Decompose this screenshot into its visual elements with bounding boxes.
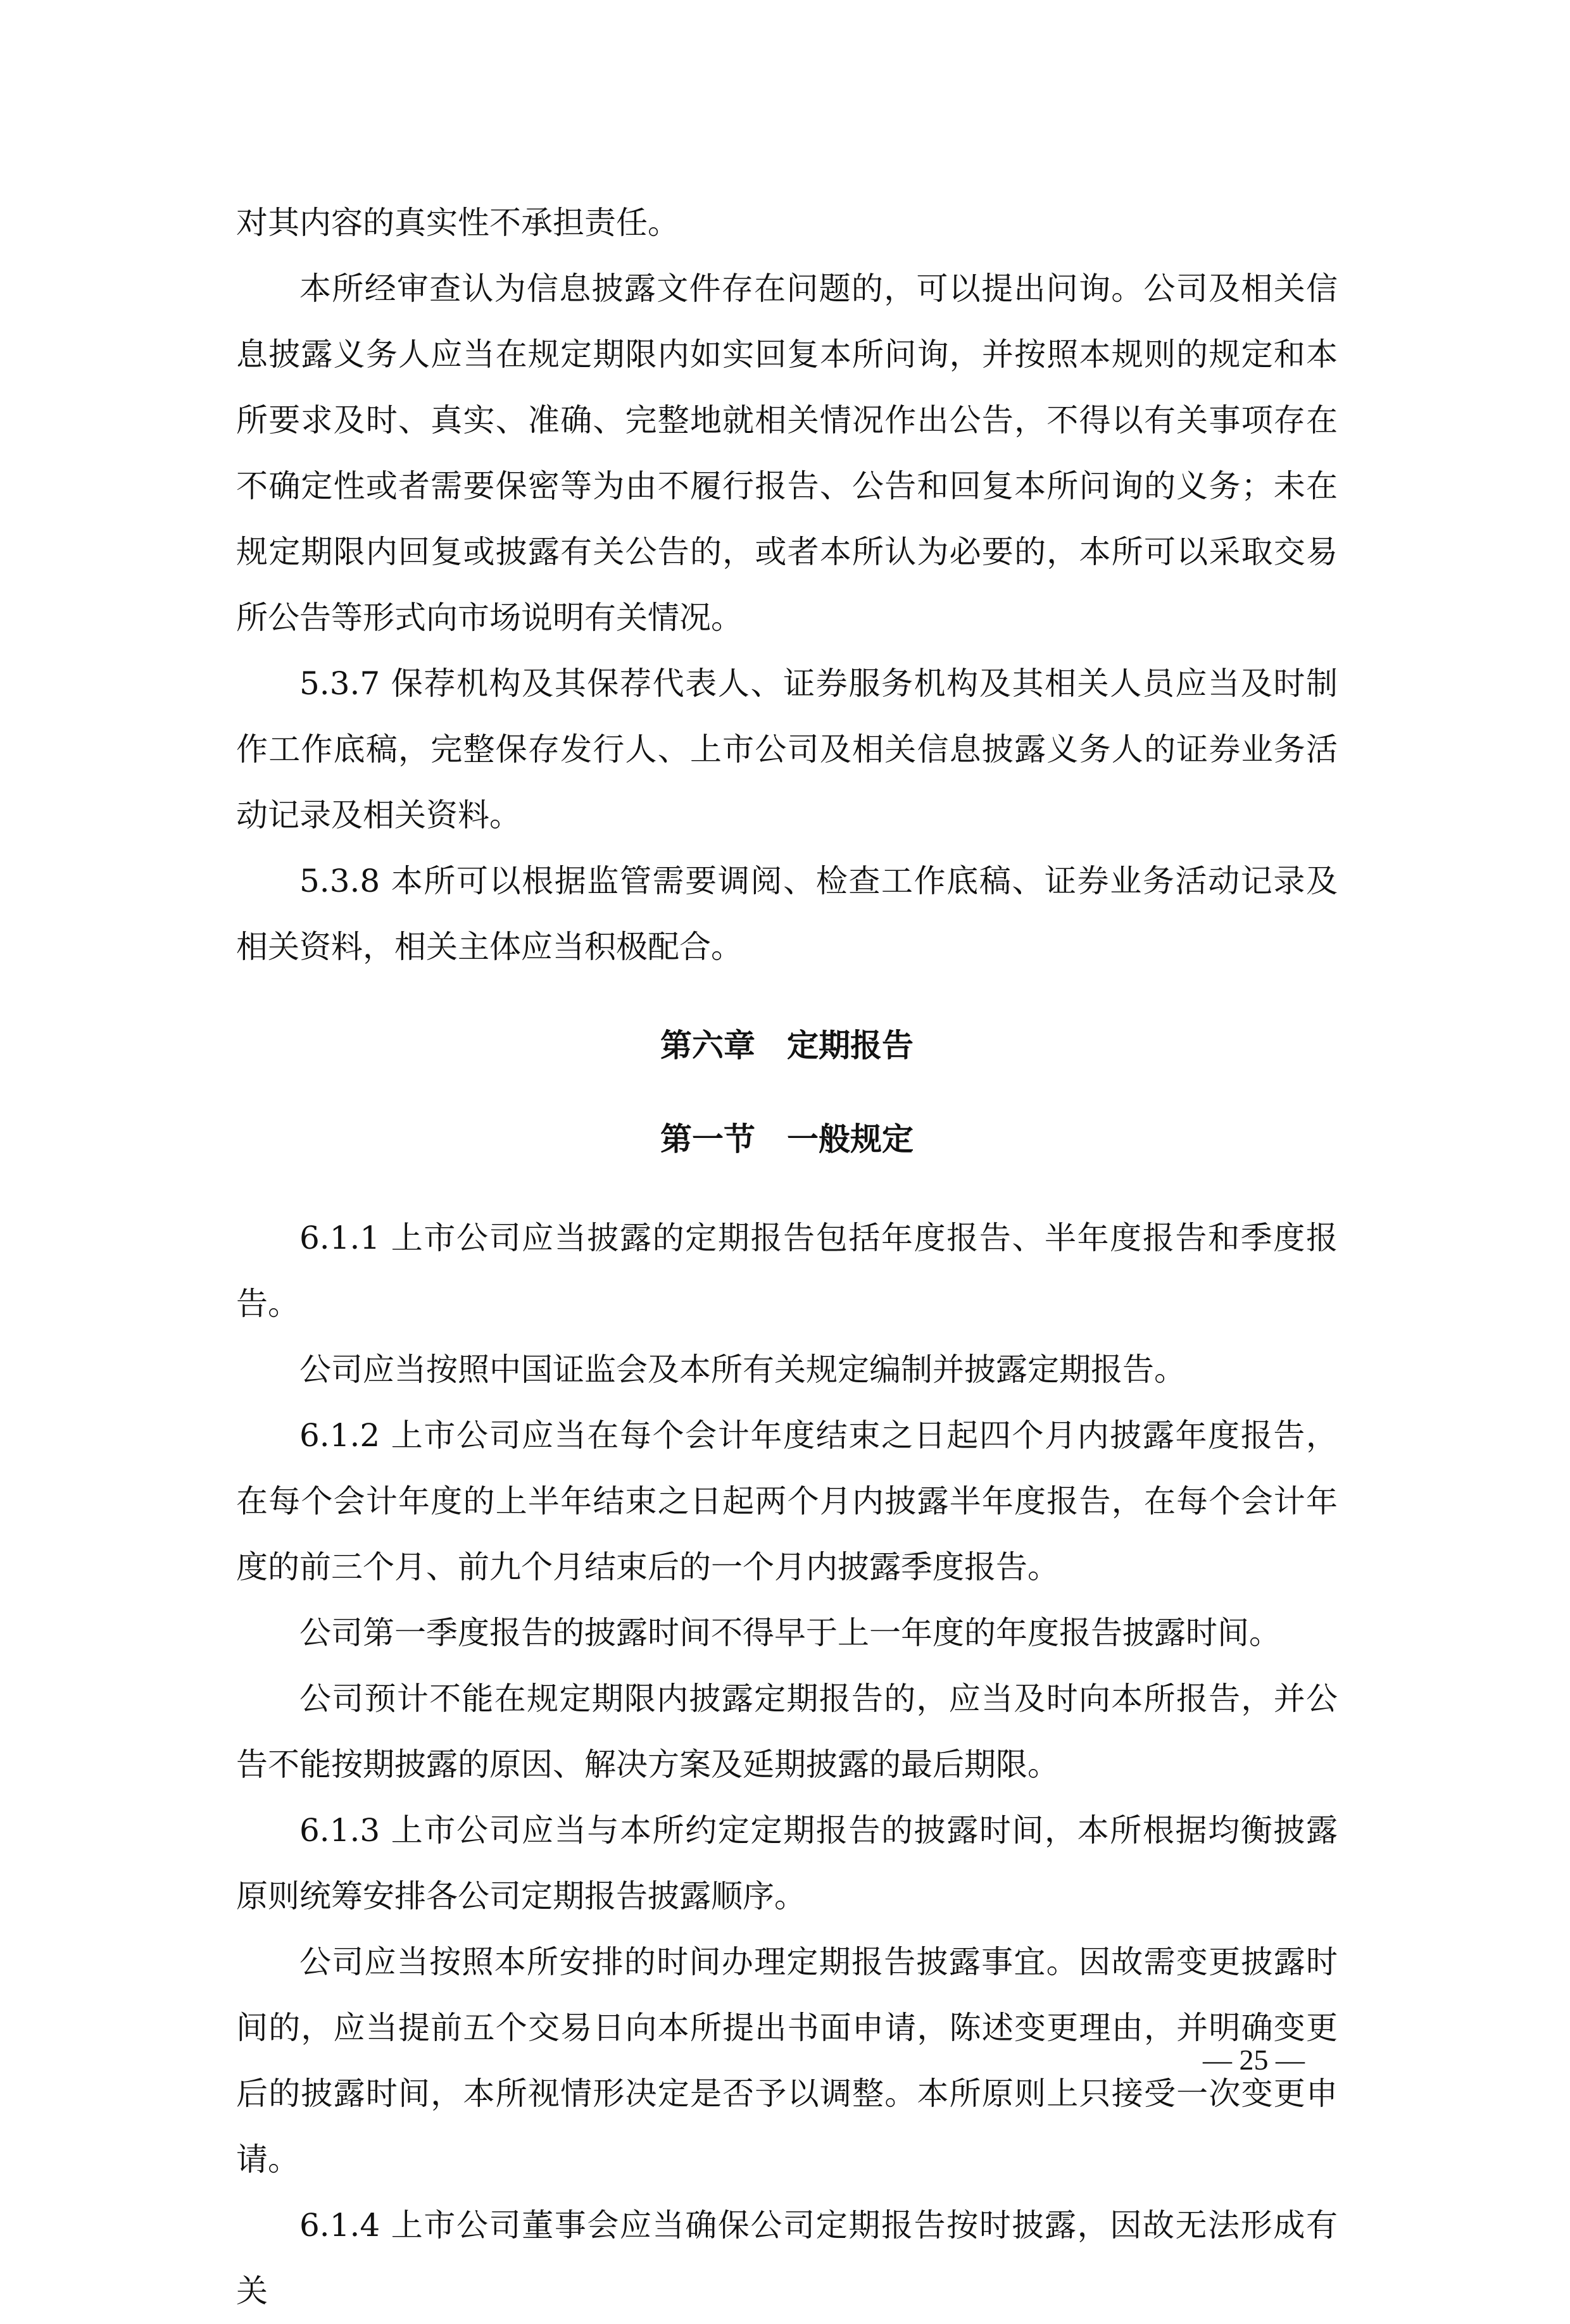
chapter-heading: 第六章 定期报告 [660, 1027, 914, 1064]
section-heading: 第一节 一般规定 [660, 1121, 914, 1158]
paragraph-inquiry: 本所经审查认为信息披露文件存在问题的，可以提出问询。公司及相关信息披露义务人应当在规定期限内如实回复本所问询，并按照本规则的规定和本所要求及时、真实、准确、完整地就相关情况作出公告，不得以有关事项存在不确定性或者需要保密等为由不履行报告、公告和回复本所问询的义务；未在规定期限内回复或披露有关公告的，或者本所认为必要的，本所可以采取交易所公告等形式向市场说明有关情况。 [236, 270, 1338, 636]
paragraph-5-3-8: 5.3.8 本所可以根据监管需要调阅、检查工作底稿、证券业务活动记录及相关资料，相关主体应当积极配合。 [236, 863, 1338, 965]
paragraph-continuation: 对其内容的真实性不承担责任。 [236, 204, 679, 241]
document-body [236, 190, 1338, 2324]
paragraph-6-1-1: 6.1.1 上市公司应当披露的定期报告包括年度报告、半年度报告和季度报告。 [236, 1220, 1338, 1322]
paragraph-6-1-3-b: 公司应当按照本所安排的时间办理定期报告披露事宜。因故需变更披露时间的，应当提前五个交易日向本所提出书面申请，陈述变更理由，并明确变更后的披露时间，本所视情形决定是否予以调整。本所原则上只接受一次变更申请。 [236, 1944, 1338, 2178]
paragraph-6-1-2-b: 公司第一季度报告的披露时间不得早于上一年度的年度报告披露时间。 [299, 1615, 1281, 1651]
paragraph-6-1-1-b: 公司应当按照中国证监会及本所有关规定编制并披露定期报告。 [299, 1351, 1186, 1388]
paragraph-6-1-3: 6.1.3 上市公司应当与本所约定定期报告的披露时间，本所根据均衡披露原则统筹安排各公司定期报告披露顺序。 [236, 1812, 1338, 1915]
page-number: — 25 — [1203, 2044, 1305, 2076]
paragraph-5-3-7: 5.3.7 保荐机构及其保荐代表人、证券服务机构及其相关人员应当及时制作工作底稿，完整保存发行人、上市公司及相关信息披露义务人的证券业务活动记录及相关资料。 [236, 665, 1338, 834]
paragraph-6-1-2: 6.1.2 上市公司应当在每个会计年度结束之日起四个月内披露年度报告，在每个会计年度的上半年结束之日起两个月内披露半年度报告，在每个会计年度的前三个月、前九个月结束后的一个月内披露季度报告。 [236, 1417, 1338, 1585]
paragraph-6-1-2-c: 公司预计不能在规定期限内披露定期报告的，应当及时向本所报告，并公告不能按期披露的原因、解决方案及延期披露的最后期限。 [236, 1680, 1338, 1783]
paragraph-6-1-4: 6.1.4 上市公司董事会应当确保公司定期报告按时披露，因故无法形成有关 [236, 2207, 1338, 2309]
